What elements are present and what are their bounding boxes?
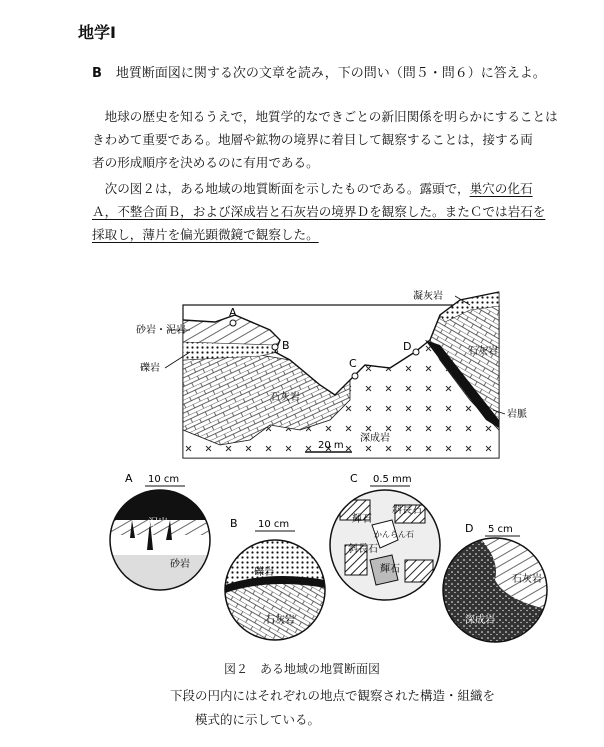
circle-b-limestone-label: 石灰岩 [265, 615, 295, 626]
circle-c-pyroxene2-label: 輝石 [380, 564, 400, 575]
circle-b-letter: B [230, 517, 238, 530]
point-d-marker [413, 349, 419, 355]
p2-underline-1: 巣穴の化石 [469, 181, 533, 196]
circle-b-scale: 10 cm [258, 519, 290, 530]
circle-a-letter: A [125, 472, 133, 485]
circle-b-conglomerate-label: 礫岩 [254, 567, 274, 578]
label-plutonic: 深成岩 [360, 433, 390, 444]
p2-underline-2: Ａ，不整合面Ｂ，および深成岩と石灰岩の境界Ｄを観察した。またＣでは岩石を [92, 204, 546, 219]
p2-underline-3: 採取し，薄片を偏光顕微鏡で観察した。 [92, 227, 319, 242]
label-limestone-left: 石灰岩 [270, 392, 300, 403]
circle-d-plutonic-label: 深成岩 [465, 615, 495, 626]
circle-a-inset [110, 472, 210, 590]
question-label: B [92, 66, 102, 81]
circle-c-olivine-label: かんらん石 [374, 530, 414, 539]
circle-c-plagioclase-label: 斜長石 [392, 505, 422, 516]
figure-caption: 図２ ある地域の地質断面図 [223, 662, 380, 676]
circle-b-inset [225, 517, 325, 640]
circle-c-letter: C [350, 472, 358, 485]
circle-d-inset [440, 522, 550, 648]
p2-line-1: 次の図２は，ある地域の地質断面を示したものである。露頭で， [104, 181, 470, 196]
circle-c-pyroxene-label: 輝石 [352, 514, 372, 525]
p1-line-2: きわめて重要である。地層や鉱物の境界に着目して観察することは，接する両 [92, 132, 533, 147]
point-c-marker [352, 373, 358, 379]
point-a-marker [230, 320, 236, 326]
point-b-marker [272, 344, 278, 350]
p1-line-3: 者の形成順序を決めるのに有用である。 [92, 155, 319, 170]
label-limestone-right: 石灰岩 [468, 346, 498, 357]
circle-a-mudstone-label: 泥岩 [148, 518, 168, 529]
label-dike: 岩脈 [507, 409, 527, 420]
circle-c-inset [330, 472, 440, 600]
label-point-b: B [282, 339, 290, 352]
label-scale: 20 m [318, 440, 344, 451]
label-conglomerate: 礫岩 [140, 363, 160, 374]
label-tuff: 凝灰岩 [413, 291, 443, 302]
label-point-c: C [349, 357, 357, 370]
circle-c-plagioclase2-label: 斜長石 [348, 544, 378, 555]
circle-d-letter: D [465, 522, 474, 535]
circle-c-scale: 0.5 mm [373, 474, 412, 485]
circle-a-sandstone-label: 砂岩 [170, 559, 190, 570]
question-text: 地質断面図に関する次の文章を読み，下の問い（問５・問６）に答えよ。 [115, 66, 546, 81]
subject-title: 地学Ⅰ [78, 23, 116, 42]
label-sandstone-mudstone: 砂岩・泥岩 [136, 325, 186, 336]
figure-note-line-2: 模式的に示している。 [195, 712, 321, 727]
p1-line-1: 地球の歴史を知るうえで，地質学的なできごとの新旧関係を明らかにすることは [104, 109, 558, 124]
label-point-a: A [229, 306, 237, 319]
circle-d-limestone-label: 石灰岩 [512, 574, 542, 585]
circle-a-scale: 10 cm [148, 474, 180, 485]
figure-note-line-1: 下段の円内にはそれぞれの地点で観察された構造・組織を [170, 688, 496, 703]
label-point-d: D [403, 340, 412, 353]
circle-d-scale: 5 cm [488, 524, 513, 535]
